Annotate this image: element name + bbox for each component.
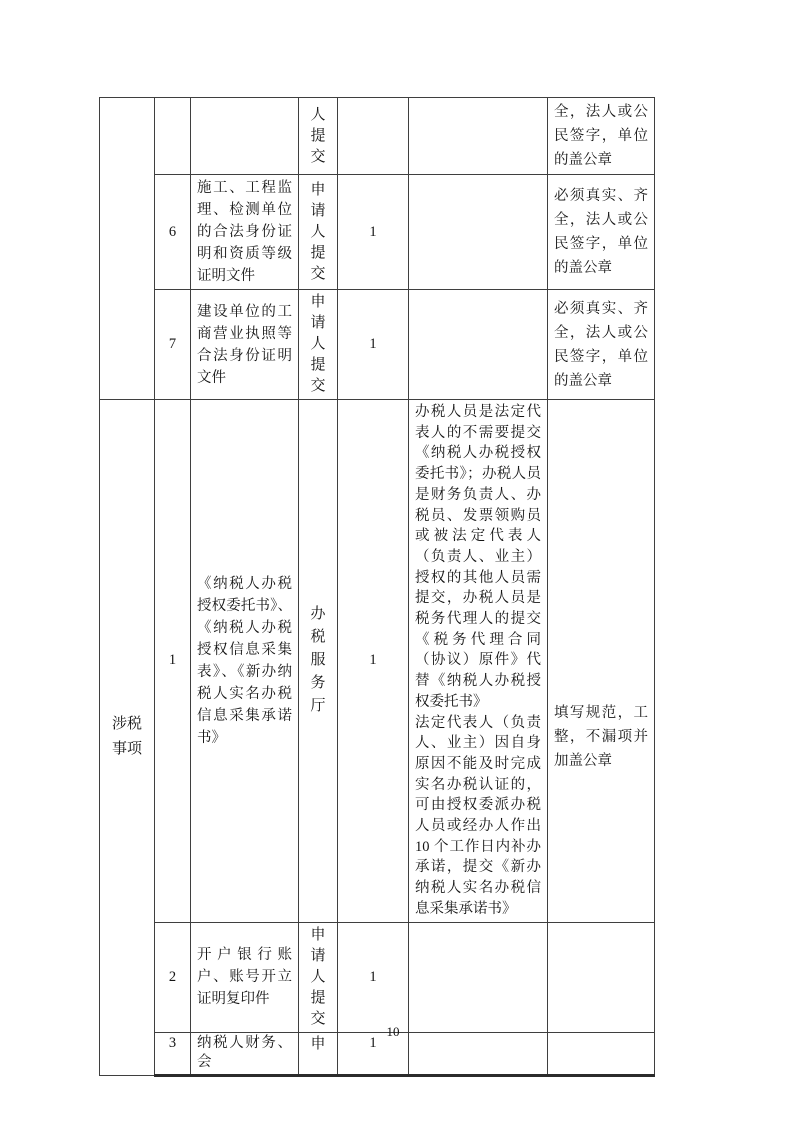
row-number-cell: 2 bbox=[155, 922, 191, 1032]
document-name-cell: 施工、工程监理、检测单位的合法身份证明和资质等级证明文件 bbox=[191, 175, 299, 290]
description-paragraph: 办税人员是法定代表人的不需要提交《纳税人办税授权委托书》；办税人员是财务负责人、办税员、发票领购员或被法定代表人（负责人、业主）授权的其他人员需提交，办税人员是税务代理人的提交《税务代理合同（协议）原件》代替《纳税人办税授权委托书》 bbox=[415, 404, 541, 710]
submitter-cell bbox=[299, 98, 338, 175]
description-cell bbox=[409, 922, 548, 1032]
table-row bbox=[100, 98, 655, 175]
copies-count-cell: 1 bbox=[338, 290, 409, 400]
submitter-cell bbox=[299, 175, 338, 290]
document-name-cell: 建设单位的工商营业执照等合法身份证明文件 bbox=[191, 290, 299, 400]
section-label-cell bbox=[100, 98, 155, 400]
copies-count-cell: 1 bbox=[338, 922, 409, 1032]
document-name-cell: 开户银行账户、账号开立证明复印件 bbox=[191, 922, 299, 1032]
submitter-text: 办税服务厅 bbox=[310, 606, 326, 715]
table-row bbox=[100, 175, 655, 290]
description-paragraph: 法定代表人（负责人、业主）因自身原因不能及时完成实名办税认证的，可由授权委派办税人员或经办人作出 10 个工作日内补办承诺，提交《新办纳税人实名办税信息采集承诺书》 bbox=[415, 714, 541, 917]
copies-count-cell: 1 bbox=[338, 175, 409, 290]
description-cell bbox=[409, 400, 548, 923]
requirements-cell bbox=[548, 400, 655, 923]
requirements-cell: 必须真实、齐全，法人或公民签字，单位的盖公章 bbox=[548, 175, 655, 290]
table-row bbox=[100, 922, 655, 1032]
document-name-cell: 《纳税人办税授权委托书》、《纳税人办税授权信息采集表》、《新办纳税人实名办税信息采集承诺书》 bbox=[191, 400, 299, 923]
description-cell bbox=[409, 98, 548, 175]
document-name-cell: 纳税人财务、会 bbox=[191, 1032, 299, 1075]
section-label: 涉税事项 bbox=[111, 716, 142, 758]
submitter-text: 申请人提交 bbox=[310, 294, 326, 394]
section-label-cell bbox=[100, 400, 155, 1076]
submitter-cell bbox=[299, 922, 338, 1032]
requirements-text: 填写规范，工整，不漏项并加盖公章 bbox=[554, 704, 648, 769]
row-number-cell bbox=[155, 98, 191, 175]
copies-count-cell: 1 bbox=[338, 1032, 409, 1075]
requirements-cell bbox=[548, 922, 655, 1032]
copies-count-cell: 1 bbox=[338, 400, 409, 923]
table-row bbox=[100, 290, 655, 400]
requirements-cell: 必须真实、齐全，法人或公民签字，单位的盖公章 bbox=[548, 290, 655, 400]
row-number-cell: 3 bbox=[155, 1032, 191, 1075]
requirements-table bbox=[99, 97, 655, 1077]
page-number: 10 bbox=[386, 1024, 400, 1039]
table-row bbox=[100, 400, 655, 923]
row-number-cell: 7 bbox=[155, 290, 191, 400]
description-cell bbox=[409, 290, 548, 400]
document-name-cell bbox=[191, 98, 299, 175]
submitter-text: 申请人提交 bbox=[310, 181, 326, 282]
submitter-text: 申 bbox=[310, 1035, 326, 1052]
requirements-cell: 全，法人或公民签字，单位的盖公章 bbox=[548, 98, 655, 175]
row-number-cell: 6 bbox=[155, 175, 191, 290]
row-number-cell: 1 bbox=[155, 400, 191, 923]
submitter-text: 申请人提交 bbox=[310, 926, 326, 1027]
copies-count-cell bbox=[338, 98, 409, 175]
submitter-cell bbox=[299, 290, 338, 400]
submitter-cell bbox=[299, 400, 338, 923]
submitter-text: 人提交 bbox=[310, 106, 326, 165]
description-cell bbox=[409, 175, 548, 290]
